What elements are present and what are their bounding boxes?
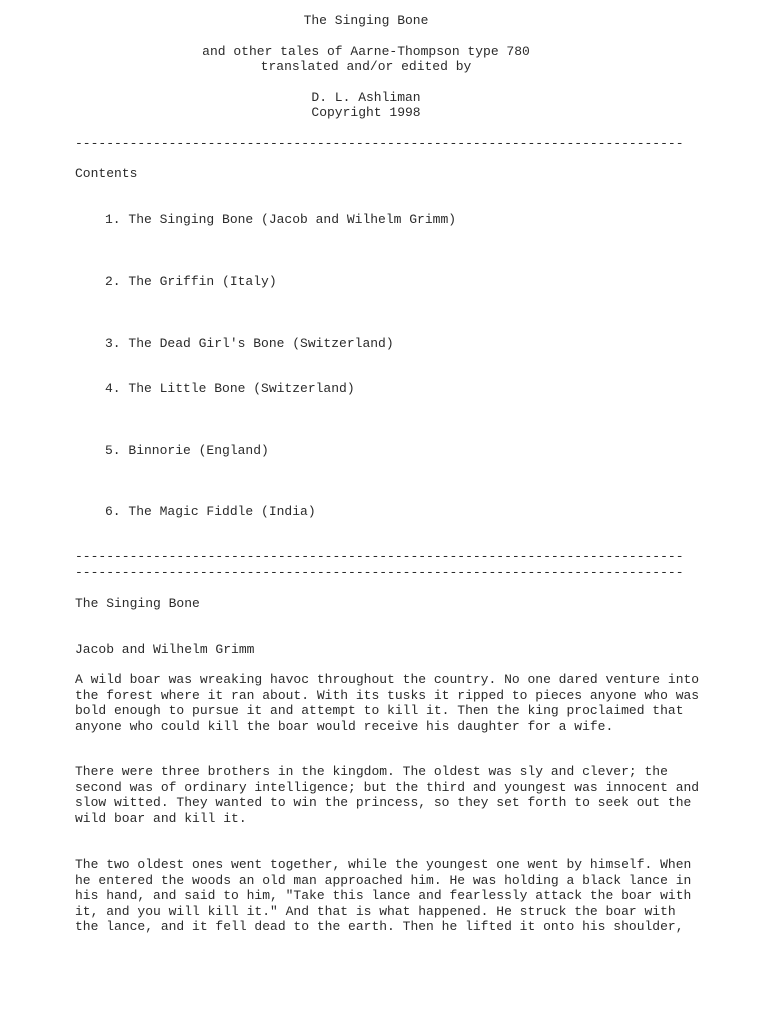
paragraph-line: the lance, and it fell dead to the earth. Then he lifted it onto his shoulder, (75, 919, 684, 935)
paragraph-line: wild boar and kill it. (75, 810, 247, 826)
toc-item-6[interactable]: 6. The Magic Fiddle (India) (105, 504, 316, 519)
paragraph-line: he entered the woods an old man approached him. He was holding a black lance in (75, 872, 692, 888)
toc-item-4[interactable]: 4. The Little Bone (Switzerland) (105, 381, 355, 396)
toc-item-1[interactable]: 1. The Singing Bone (Jacob and Wilhelm Grimm) (105, 212, 457, 227)
paragraph-line: slow witted. They wanted to win the princess, so they set forth to seek out the (75, 795, 692, 811)
paragraph-line: The two oldest ones went together, while the youngest one went by himself. When (75, 857, 692, 872)
divider-rule-bottom: ------------------------------------------------------------------------------ (75, 565, 684, 580)
paragraph-line: the forest where it ran about. With its tusks it ripped to pieces anyone who was (75, 687, 700, 703)
document-subtitle-translated: translated and/or edited by (260, 59, 472, 74)
story-paragraph-3 (75, 857, 691, 935)
contents-heading: Contents (75, 166, 138, 181)
story-byline: Jacob and Wilhelm Grimm (75, 642, 255, 657)
story-paragraph-2 (75, 764, 699, 826)
author-name: D. L. Ashliman (311, 90, 421, 105)
paragraph-line: A wild boar was wreaking havoc throughout the country. No one dared venture into (75, 672, 700, 687)
toc-item-2[interactable]: 2. The Griffin (Italy) (105, 274, 277, 289)
paragraph-line: his hand, and said to him, "Take this lance and fearlessly attack the boar with (75, 888, 692, 904)
paragraph-line: There were three brothers in the kingdom. The oldest was sly and clever; the (75, 764, 668, 779)
paragraph-line: second was of ordinary intelligence; but the third and youngest was innocent and (75, 779, 700, 795)
divider-rule-top: ------------------------------------------------------------------------------ (75, 549, 684, 564)
copyright-notice: Copyright 1998 (311, 105, 421, 120)
divider-rule: ------------------------------------------------------------------------------ (75, 136, 684, 151)
paragraph-line: anyone who could kill the boar would receive his daughter for a wife. (75, 718, 614, 734)
document-subtitle: and other tales of Aarne-Thompson type 780 (202, 44, 530, 59)
paragraph-line: it, and you will kill it." And that is what happened. He struck the boar with (75, 903, 676, 919)
story-paragraph-1 (75, 672, 699, 734)
paragraph-line: bold enough to pursue it and attempt to kill it. Then the king proclaimed that (75, 703, 684, 719)
toc-item-5[interactable]: 5. Binnorie (England) (105, 443, 269, 458)
story-title: The Singing Bone (75, 596, 200, 611)
document-title: The Singing Bone (303, 13, 429, 28)
toc-item-3[interactable]: 3. The Dead Girl's Bone (Switzerland) (105, 336, 394, 351)
